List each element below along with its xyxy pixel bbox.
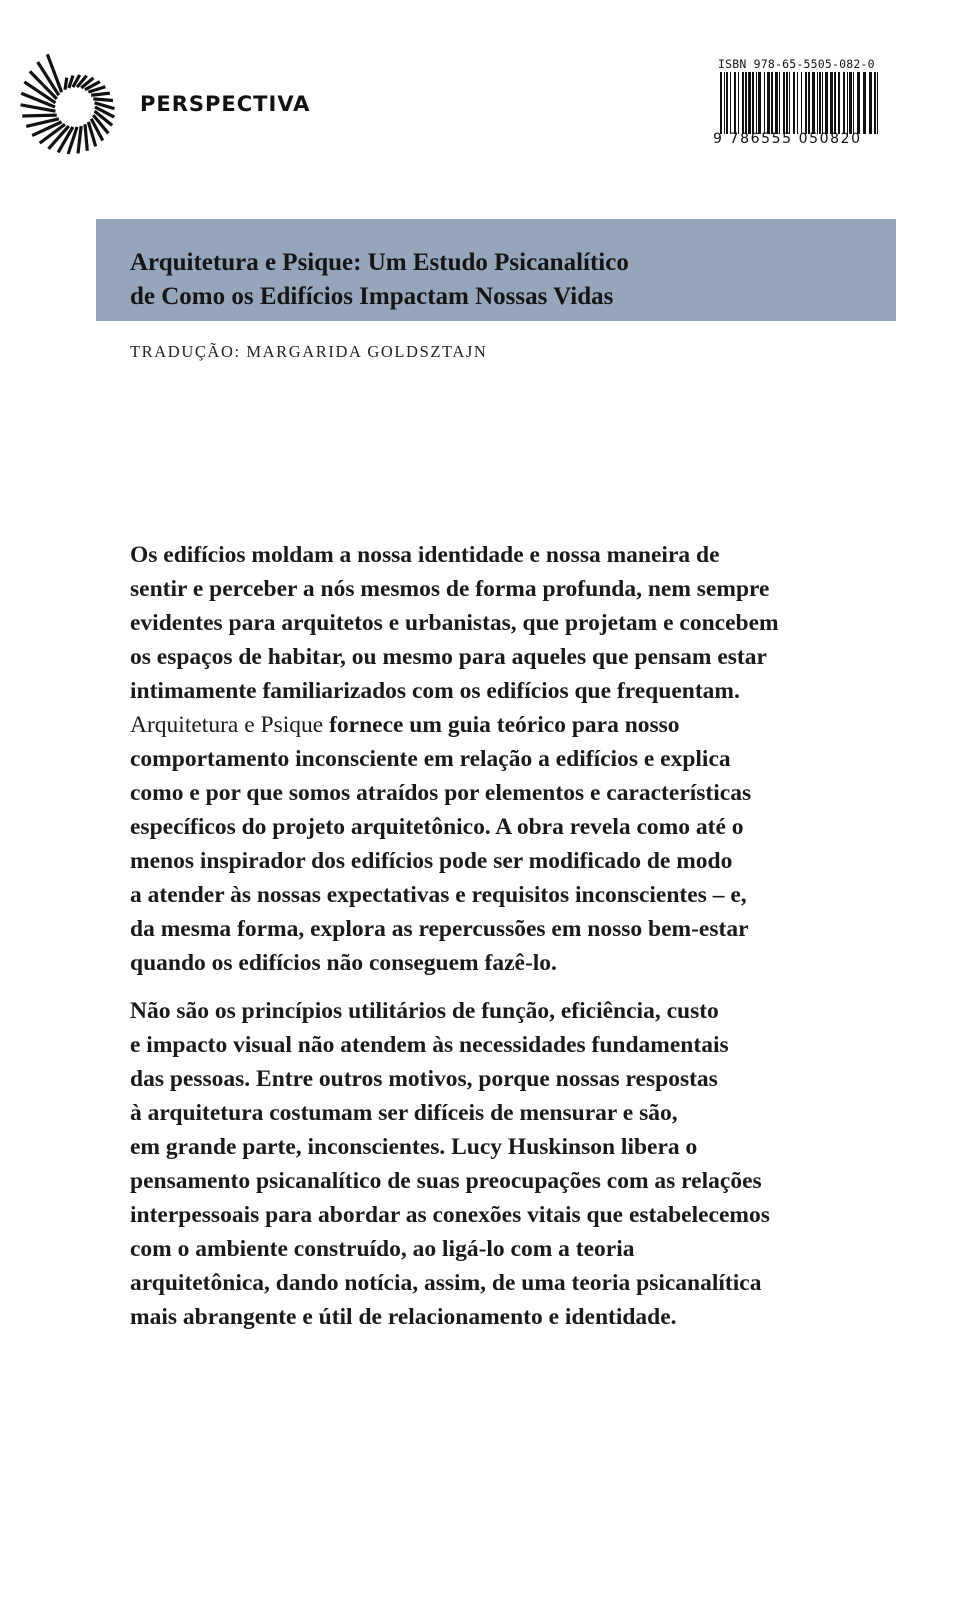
barcode-bar — [745, 72, 747, 134]
text-line: comportamento inconsciente em relação a edifícios e explica — [130, 746, 731, 772]
text-line: arquitetônica, dando notícia, assim, de uma teoria psicanalítica — [130, 1270, 762, 1296]
sunburst-ray — [78, 126, 81, 153]
barcode-bar — [786, 72, 788, 134]
barcode-bar — [720, 72, 722, 134]
text-line: à arquitetura costumam ser difíceis de mensurar e são, — [130, 1100, 678, 1126]
barcode-bar — [783, 72, 785, 134]
barcode-bar — [812, 72, 815, 134]
barcode-bar — [822, 72, 823, 134]
text-line: Não são os princípios utilitários de função, eficiência, custo — [130, 998, 719, 1024]
book-title-mention: Arquitetura e Psique — [130, 712, 324, 738]
text-line — [130, 708, 779, 742]
barcode — [718, 72, 880, 134]
text-line: mais abrangente e útil de relacionamento e identidade. — [130, 1304, 677, 1330]
barcode-bar — [857, 72, 860, 134]
publisher-logo-sunburst-icon — [20, 50, 135, 165]
text-line: em grande parte, inconscientes. Lucy Huskinson libera o — [130, 1134, 698, 1160]
barcode-bar — [758, 72, 761, 134]
translator-credit: TRADUÇÃO: MARGARIDA GOLDSZTAJN — [130, 342, 488, 361]
barcode-bar — [748, 72, 751, 134]
title-band — [96, 219, 896, 321]
sunburst-ray — [91, 93, 110, 95]
barcode-bar — [767, 72, 770, 134]
barcode-bar — [808, 72, 810, 134]
barcode-bar — [779, 72, 780, 134]
barcode-bar — [869, 72, 872, 134]
barcode-bar — [838, 72, 840, 134]
sunburst-ray — [65, 78, 67, 90]
barcode-bar — [734, 72, 736, 134]
barcode-bar — [801, 72, 802, 134]
barcode-bar — [726, 72, 728, 134]
text-line: intimamente familiarizados com os edifícios que frequentam. — [130, 678, 740, 704]
book-title-line: Arquitetura e Psique: Um Estudo Psicanalítico — [130, 249, 629, 276]
publisher-name: PERSPECTIVA — [140, 92, 311, 116]
barcode-bar — [817, 72, 818, 134]
barcode-bar — [819, 72, 821, 134]
text-line: menos inspirador dos edifícios pode ser modificado de modo — [130, 848, 733, 874]
barcode-bar — [742, 72, 744, 134]
barcode-bar — [724, 72, 725, 134]
barcode-bar — [849, 72, 852, 134]
barcode-bar — [830, 72, 833, 134]
barcode-bar — [805, 72, 807, 134]
sunburst-ray — [85, 124, 87, 150]
text-line: Os edifícios moldam a nossa identidade e nossa maneira de — [130, 542, 720, 568]
barcode-bar — [877, 72, 878, 134]
barcode-bar — [834, 72, 836, 134]
barcode-bar — [843, 72, 845, 134]
text-line: e impacto visual não atendem às necessidades fundamentais — [130, 1032, 729, 1058]
barcode-digits: 9 786555 050820 — [713, 131, 862, 147]
barcode-bar — [874, 72, 876, 134]
barcode-bar — [853, 72, 854, 134]
text-line: com o ambiente construído, ao ligá-lo com a teoria — [130, 1236, 635, 1262]
text-line: os espaços de habitar, ou mesmo para aqueles que pensam estar — [130, 644, 767, 670]
text-line: pensamento psicanalítico de suas preocupações com as relações — [130, 1168, 762, 1194]
barcode-bar — [764, 72, 765, 134]
isbn-label: ISBN 978-65-5505-082-0 — [718, 57, 875, 71]
barcode-bar — [789, 72, 790, 134]
barcode-bar — [797, 72, 798, 134]
barcode-bar — [756, 72, 757, 134]
sunburst-ray — [22, 115, 56, 116]
barcode-bar — [793, 72, 795, 134]
text-line: sentir e perceber a nós mesmos de forma profunda, nem sempre — [130, 576, 770, 602]
blurb-paragraph-2 — [130, 994, 770, 1334]
barcode-bar — [775, 72, 778, 134]
barcode-bar — [825, 72, 828, 134]
barcode-bar — [752, 72, 754, 134]
text-line: a atender às nossas expectativas e requisitos inconscientes – e, — [130, 882, 747, 908]
text-line: interpessoais para abordar as conexões vitais que estabelecemos — [130, 1202, 770, 1228]
barcode-bar — [738, 72, 739, 134]
book-title-line: de Como os Edifícios Impactam Nossas Vidas — [130, 283, 614, 310]
barcode-bar — [863, 72, 866, 134]
text-line: da mesma forma, explora as repercussões em nosso bem-estar — [130, 916, 749, 942]
text-line: específicos do projeto arquitetônico. A obra revela como até o — [130, 814, 744, 840]
text-line: das pessoas. Entre outros motivos, porque nossas respostas — [130, 1066, 718, 1092]
book-title — [130, 246, 629, 314]
text-line: quando os edifícios não conseguem fazê-lo. — [130, 950, 557, 976]
text-line: evidentes para arquitetos e urbanistas, que projetam e concebem — [130, 610, 779, 636]
blurb-paragraph-1 — [130, 538, 779, 980]
sunburst-ray — [93, 99, 113, 101]
text-span: fornece um guia teórico para nosso — [323, 712, 680, 738]
barcode-bar — [847, 72, 848, 134]
barcode-bar — [730, 72, 731, 134]
barcode-bar — [771, 72, 773, 134]
text-line: como e por que somos atraídos por elementos e características — [130, 780, 752, 806]
